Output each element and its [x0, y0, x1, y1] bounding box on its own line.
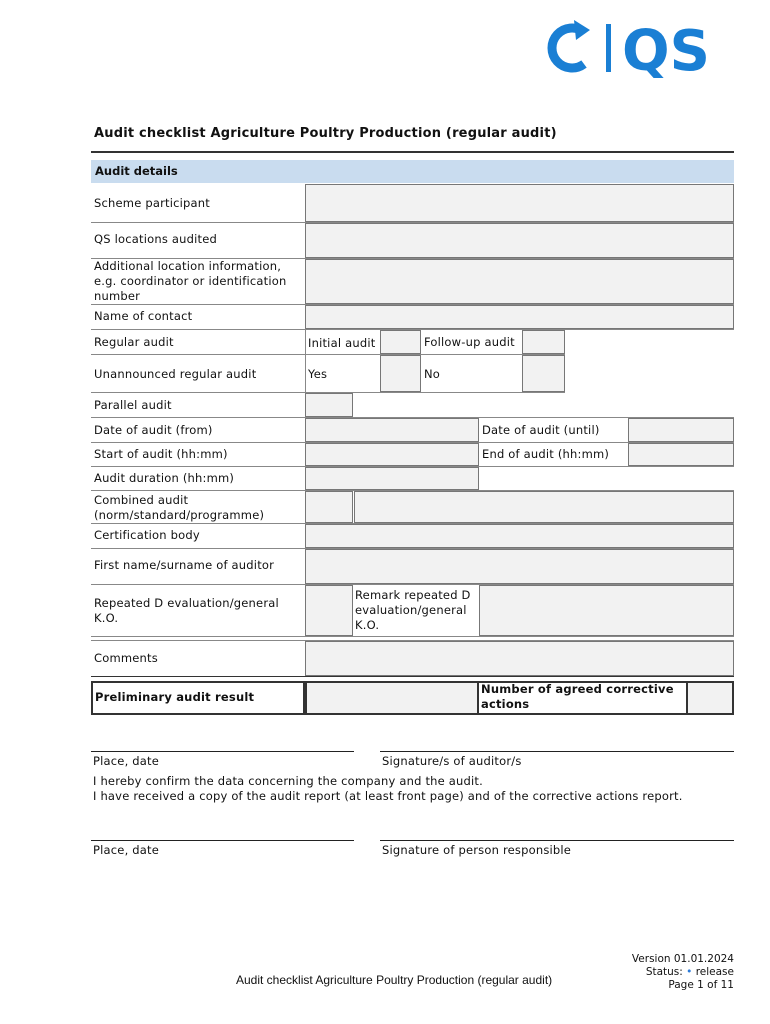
- name-contact-field[interactable]: [305, 305, 734, 329]
- label-name-contact: Name of contact: [94, 309, 193, 323]
- preliminary-result-field[interactable]: [305, 681, 479, 715]
- label-initial-audit: Initial audit: [308, 336, 376, 350]
- cert-body-field[interactable]: [305, 524, 734, 548]
- footer-status: [646, 966, 734, 979]
- label-place-date-2: Place, date: [93, 843, 160, 857]
- label-date-until: Date of audit (until): [482, 423, 600, 437]
- label-no: No: [424, 367, 441, 381]
- label-duration: Audit duration (hh:mm): [94, 471, 235, 485]
- combined-audit-field[interactable]: [354, 491, 734, 523]
- label-cert-body: Certification body: [94, 528, 200, 542]
- confirm-text-1: I hereby confirm the data concerning the company and the audit.: [93, 774, 483, 788]
- label-responsible-sig: Signature of person responsible: [382, 843, 572, 857]
- logo-text: QS: [622, 19, 710, 78]
- start-audit-field[interactable]: [305, 443, 479, 466]
- footer-version: Version 01.01.2024: [631, 953, 734, 965]
- label-qs-locations: QS locations audited: [94, 232, 217, 246]
- follow-up-audit-checkbox[interactable]: [522, 330, 565, 354]
- status-value: release: [695, 966, 734, 978]
- section-heading: Audit details: [91, 160, 734, 183]
- logo-arrow-icon: [574, 20, 590, 40]
- qs-logo: [544, 18, 736, 78]
- label-num-corrective: Number of agreed corrective actions: [481, 682, 674, 711]
- auditor-name-field[interactable]: [305, 549, 734, 584]
- label-parallel-audit: Parallel audit: [94, 398, 172, 412]
- num-corrective-field[interactable]: [686, 681, 734, 715]
- end-audit-field[interactable]: [628, 443, 734, 466]
- label-combined-audit: Combined audit (norm/standard/programme): [94, 493, 265, 522]
- date-until-field[interactable]: [628, 418, 734, 442]
- label-auditor-name: First name/surname of auditor: [94, 558, 275, 572]
- remark-repeated-d-field[interactable]: [479, 585, 734, 636]
- label-end-audit: End of audit (hh:mm): [482, 447, 610, 461]
- initial-audit-checkbox[interactable]: [380, 330, 421, 354]
- label-repeated-d: Repeated D evaluation/general K.O.: [94, 596, 279, 625]
- confirm-text-2: I have received a copy of the audit report (at least front page) and of the corrective actions report.: [93, 789, 683, 803]
- document-title: Audit checklist Agriculture Poultry Production (regular audit): [94, 126, 557, 141]
- label-follow-up-audit: Follow-up audit: [424, 335, 515, 349]
- footer-page: Page 1 of 11: [668, 979, 734, 991]
- label-unannounced: Unannounced regular audit: [94, 367, 257, 381]
- row-divider: [91, 354, 565, 355]
- qs-locations-field[interactable]: [305, 223, 734, 258]
- label-place-date-1: Place, date: [93, 754, 160, 768]
- auditor-sig-line: [380, 751, 734, 752]
- place-date-line-1: [91, 751, 354, 752]
- label-additional-info: Additional location information, e.g. coordinator or identification number: [94, 259, 287, 303]
- label-preliminary-result: Preliminary audit result: [95, 690, 255, 704]
- place-date-line-2: [91, 840, 354, 841]
- duration-field[interactable]: [305, 467, 479, 490]
- logo-divider: [606, 24, 611, 72]
- label-comments: Comments: [94, 651, 158, 665]
- label-start-audit: Start of audit (hh:mm): [94, 447, 228, 461]
- label-date-from: Date of audit (from): [94, 423, 213, 437]
- scheme-participant-field[interactable]: [305, 184, 734, 222]
- label-remark-repeated-d: Remark repeated D evaluation/general K.O.: [355, 588, 471, 632]
- footer-title: Audit checklist Agriculture Poultry Production (regular audit): [236, 973, 553, 987]
- row-divider: [91, 676, 734, 677]
- row-divider: [91, 640, 734, 641]
- unannounced-yes-checkbox[interactable]: [380, 355, 421, 392]
- label-regular-audit: Regular audit: [94, 335, 174, 349]
- col-divider: [305, 330, 306, 392]
- status-label: Status:: [645, 966, 683, 978]
- responsible-sig-line: [380, 840, 734, 841]
- label-yes: Yes: [308, 367, 328, 381]
- comments-field[interactable]: [305, 641, 734, 676]
- label-auditor-sig: Signature/s of auditor/s: [382, 754, 522, 768]
- title-rule: [91, 151, 734, 153]
- date-from-field[interactable]: [305, 418, 479, 442]
- repeated-d-checkbox[interactable]: [305, 585, 353, 636]
- num-corrective-frame: [479, 681, 686, 715]
- status-bullet-icon: •: [686, 966, 693, 978]
- additional-info-field[interactable]: [305, 259, 734, 304]
- parallel-audit-checkbox[interactable]: [305, 393, 353, 417]
- unannounced-no-checkbox[interactable]: [522, 355, 565, 392]
- combined-audit-checkbox[interactable]: [305, 491, 353, 523]
- row-divider: [91, 636, 734, 637]
- label-scheme-participant: Scheme participant: [94, 196, 210, 210]
